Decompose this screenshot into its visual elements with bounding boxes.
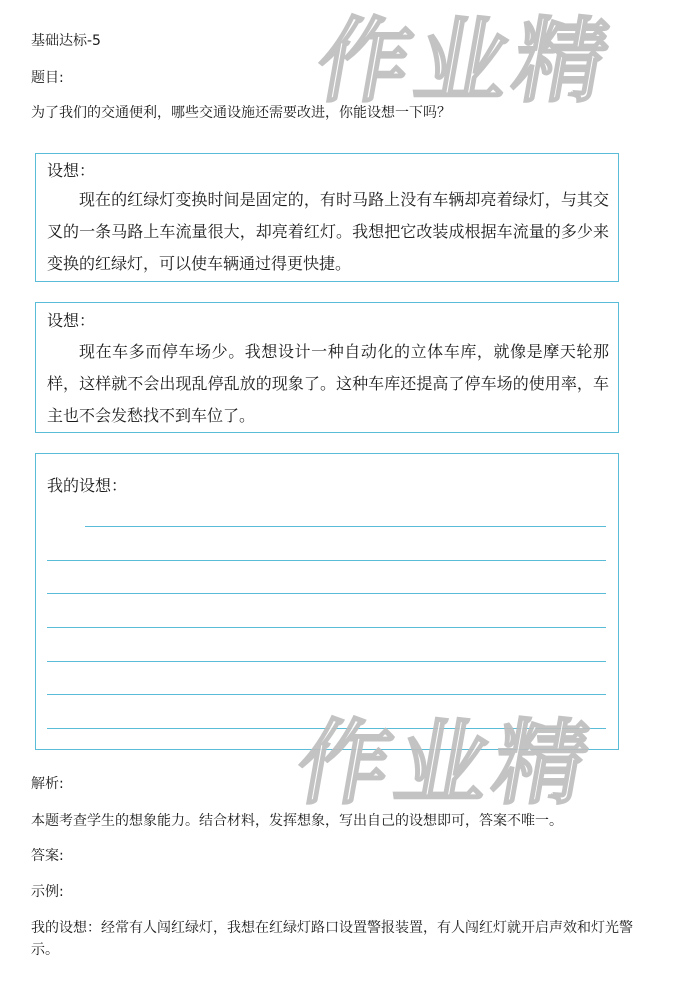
question-text: 为了我们的交通便利，哪些交通设施还需要改进，你能设想一下吗？ (31, 105, 451, 121)
analysis-label: 解析: (31, 776, 64, 792)
my-idea-title: 我的设想： (47, 476, 128, 495)
idea-box-title: 设想： (47, 311, 96, 330)
section-title: 基础达标-5 (31, 33, 101, 49)
watermark: 作业精 (309, 8, 623, 115)
idea-box-1 (35, 153, 619, 282)
analysis-text: 本题考查学生的想象能力。结合材料，发挥想象，写出自己的设想即可，答案不唯一。 (31, 813, 563, 829)
idea-box-body: 现在的红绿灯变换时间是固定的，有时马路上没有车辆却亮着绿灯，与其交叉的一条马路上车流量很大，却亮着红灯。我想把它改装成根据车流量的多少来变换的红绿灯，可以使车辆通过得更快捷。 (47, 190, 609, 273)
writing-line[interactable] (47, 627, 606, 628)
idea-box-2 (35, 302, 619, 433)
writing-line[interactable] (47, 560, 606, 561)
answer-label: 答案: (31, 848, 64, 864)
question-label: 题目: (31, 70, 64, 86)
writing-line[interactable] (85, 526, 606, 527)
idea-box-body: 现在车多而停车场少。我想设计一种自动化的立体车库，就像是摩天轮那样，这样就不会出现乱停乱放的现象了。这种车库还提高了停车场的使用率，车主也不会发愁找不到车位了。 (47, 342, 609, 425)
writing-line[interactable] (47, 661, 606, 662)
watermark: 作业精 (289, 710, 603, 817)
idea-box-title: 设想： (47, 161, 96, 180)
answer-text: 我的设想：经常有人闯红绿灯，我想在红绿灯路口设置警报装置，有人闯红灯就开启声效和灯光警示。 (31, 920, 633, 958)
example-label: 示例: (31, 884, 64, 900)
writing-line[interactable] (47, 593, 606, 594)
